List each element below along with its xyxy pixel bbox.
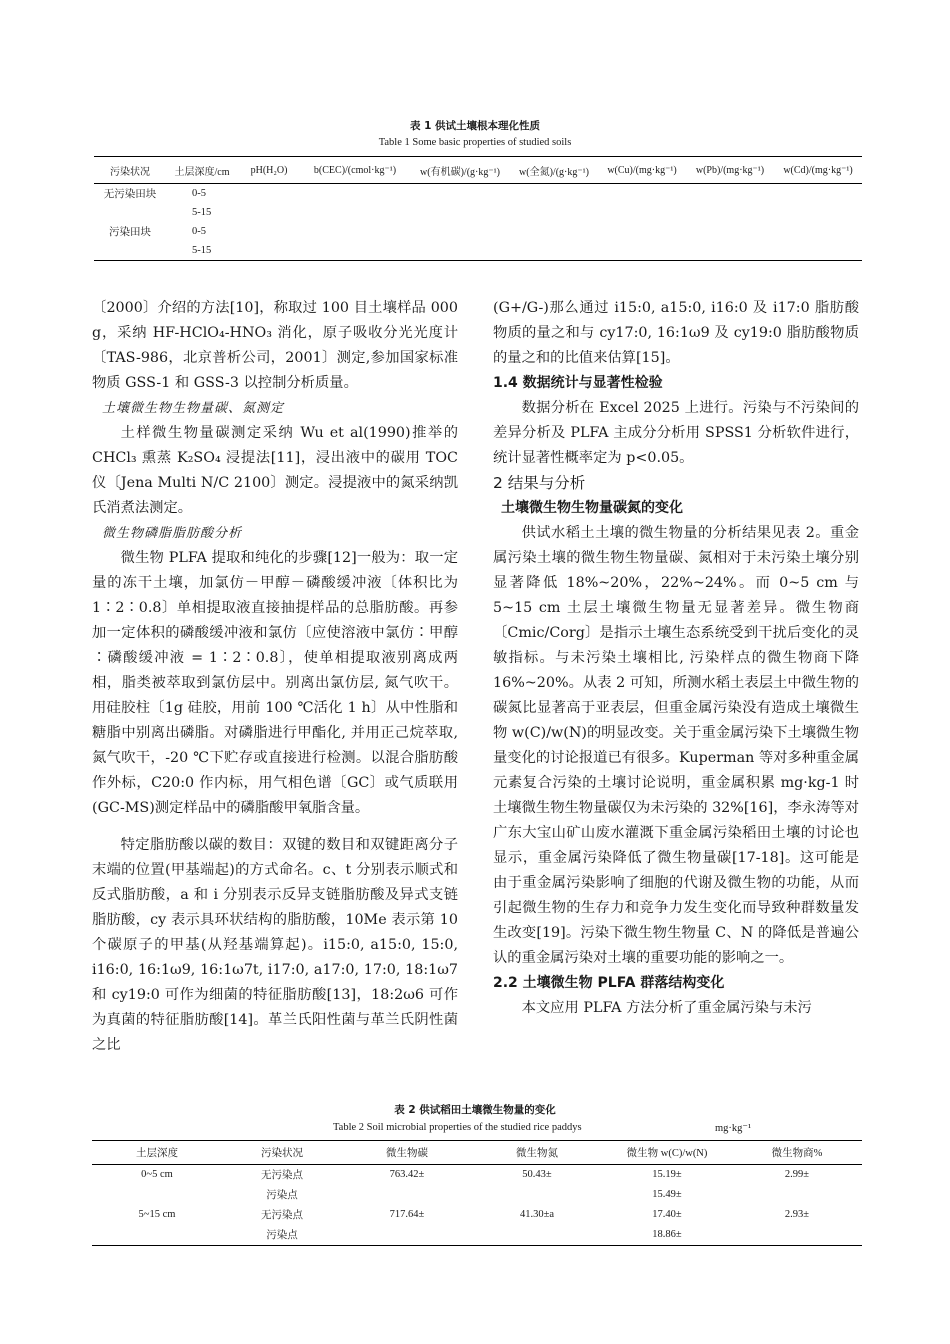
table1 — [94, 156, 862, 261]
table2-cell — [732, 1225, 862, 1246]
table1-header: w(Pb)/(mg·kg⁻¹) — [686, 157, 774, 184]
table1-depth: 0-5 — [192, 226, 206, 237]
table2-cell: 41.30±a — [519, 1209, 555, 1220]
table2-header: 微生物商% — [732, 1141, 862, 1165]
table2-cell: 污染点 — [266, 1190, 298, 1201]
paragraph: 特定脂肪酸以碳的数目：双键的数目和双键距离分子末端的位置(甲基端起)的方式命名。c、t 分别表示顺式和反式脂肪酸，a 和 i 分别表示反异支链脂肪酸及异式支链脂肪酸，cy 表示具环状结构的脂肪酸，10Me 表示第 10 个碳原子的甲基(从羟基端算起)。i15:0, a15:0, 15:0, i16:0, 16:1ω9, 16:1ω7t, i17:0, a17:0, 17:0, 18:1ω7 和 cy19:0 可作为细菌的特征脂肪酸[13]，18:2ω6 可作为真菌的特征脂肪酸[14]。革兰氏阳性菌与革兰氏阴性菌之比 — [92, 837, 458, 1053]
table1-status: 无污染田块 — [103, 189, 157, 200]
paragraph: (G+/G-)那么通过 i15:0, a15:0, i16:0 及 i17:0 脂肪酸物质的量之和与 cy17:0, 16:1ω9 及 cy19:0 脂肪酸物质的量之和的比值来估算[15]。 — [493, 300, 859, 366]
table-row — [94, 222, 862, 242]
paragraph: 微生物 PLFA 提取和纯化的步骤[12]一般为：取一定量的冻干土壤，加氯仿－甲醇－磷酸缓冲液〔体积比为 1∶2∶0.8〕单相提取液直接抽提样品的总脂肪酸。再参加一定体积的磷酸缓冲液和氯仿〔应使溶液中氯仿∶甲醇∶磷酸缓冲液 = 1∶2∶0.8〕，使单相提取液别离成两相，脂类被萃取到氯仿层中。别离出氯仿层, 氮气吹干。用硅胶柱〔1g 硅胶，用前 100 ℃活化 1 h〕从中性脂和糖脂中别离出磷脂。对磷脂进行甲酯化, 并用正己烷萃取, 氮气吹干，-20 ℃下贮存或直接进行检测。以混合脂肪酸作外标，C20:0 作内标，用气相色谱〔GC〕或气质联用(GC-MS)测定样品中的磷脂酸甲氧脂含量。 — [92, 550, 458, 816]
section-heading-1-4: 1.4 数据统计与显著性检验 — [493, 375, 663, 391]
table2-cell: 717.64± — [389, 1209, 425, 1220]
table-row — [92, 1205, 862, 1225]
table1-header: 土层深度/cm — [166, 157, 238, 184]
table1-header: pH(H₂O) — [238, 157, 300, 184]
table2-cell: 15.49± — [652, 1189, 682, 1200]
table2-cell — [732, 1185, 862, 1205]
table2-cell: 2.99± — [784, 1169, 810, 1180]
table-row — [94, 242, 862, 261]
paragraph: 数据分析在 Excel 2025 上进行。污染与不污染间的差异分析及 PLFA 主成分分析用 SPSS1 分析软件进行，统计显著性概率定为 p<0.05。 — [493, 400, 859, 466]
table2-cell — [92, 1225, 222, 1246]
table1-header: w(有机碳)/(g·kg⁻¹) — [410, 157, 510, 184]
table2-title-en: Table 2 Soil microbial properties of the studied rice paddys — [333, 1122, 582, 1133]
right-column — [493, 296, 859, 1021]
table2-unit: mg·kg⁻¹ — [715, 1123, 752, 1134]
table1-header: w(Cd)/(mg·kg⁻¹) — [774, 157, 862, 184]
table-row — [92, 1165, 862, 1186]
table1-status: 污染田块 — [109, 227, 151, 238]
table2-cell — [342, 1185, 472, 1205]
table1-status — [94, 242, 166, 261]
table1-header: w(Cu)/(mg·kg⁻¹) — [598, 157, 686, 184]
table2-cell: 763.42± — [389, 1169, 425, 1180]
table2-title-zh: 表 2 供试稻田土壤微生物量的变化 — [394, 1104, 556, 1116]
table2-cell — [342, 1225, 472, 1246]
section-heading-2: 2 结果与分析 — [493, 474, 586, 492]
table2-header: 微生物 w(C)/w(N) — [602, 1141, 732, 1165]
table2-cell: 无污染点 — [261, 1170, 303, 1181]
table2-cell: 50.43± — [522, 1169, 552, 1180]
table2-cell: 2.93± — [784, 1209, 810, 1220]
table1-header: 污染状况 — [94, 157, 166, 184]
paragraph: 供试水稻土土壤的微生物量的分析结果见表 2。重金属污染土壤的微生物生物量碳、氮相对于未污染土壤分别显著降低 18%~20%，22%~24%。而 0~5 cm 与 5~15 cm 土层土壤微生物量无显著差异。微生物商〔Cmic/Corg〕是指示土壤生态系统受到干扰后变化的灵敏指标。与未污染土壤相比, 污染样点的微生物商下降 16%~20%。从表 2 可知，所测水稻土表层土中微生物的碳氮比显著高于亚表层，但重金属污染没有造成土壤微生物 w(C)/w(N)的明显改变。关于重金属污染下土壤微生物量变化的讨论报道已有很多。Kuperman 等对多种重金属元素复合污染的土壤讨论说明，重金属积累 mg·kg-1 时土壤微生物生物量碳仅为未污染的 32%[16]，李永涛等对广东大宝山矿山废水灌溉下重金属污染稻田土壤的讨论也显示，重金属污染降低了微生物量碳[17-18]。这可能是由于重金属污染影响了细胞的代谢及微生物的功能，从而引起微生物的生存力和竞争力发生变化而导致种群数量发生改变[19]。污染下微生物生物量 C、N 的降低是普遍公认的重金属污染对土壤的重要功能的影响之一。 — [493, 525, 859, 966]
table1-status — [94, 204, 166, 222]
table2-cell — [472, 1225, 602, 1246]
table2-cell: 17.40± — [652, 1209, 682, 1220]
section-heading-2-1: 土壤微生物生物量碳氮的变化 — [501, 500, 683, 516]
table2-cell: 18.86± — [652, 1229, 682, 1240]
table-row — [94, 204, 862, 222]
subheading-biomass: 土壤微生物生物量碳、氮测定 — [102, 401, 285, 416]
table2-header: 土层深度 — [92, 1141, 222, 1165]
table2-cell: 无污染点 — [261, 1210, 303, 1221]
table-row — [92, 1225, 862, 1246]
table2-cell: 污染点 — [266, 1230, 298, 1241]
table2-cell — [92, 1185, 222, 1205]
table2 — [92, 1140, 862, 1246]
table2-cell: 15.19± — [652, 1169, 682, 1180]
table1-title-zh: 表 1 供试土壤根本理化性质 — [409, 120, 541, 132]
table1-header-row — [94, 157, 862, 184]
table2-header-row — [92, 1141, 862, 1165]
table2-header: 污染状况 — [222, 1141, 342, 1165]
table1-header: w(全氮)/(g·kg⁻¹) — [510, 157, 598, 184]
table1-depth: 5-15 — [192, 245, 212, 256]
table1-header: b(CEC)/(cmol·kg⁻¹) — [300, 157, 410, 184]
paragraph: 本文应用 PLFA 方法分析了重金属污染与未污 — [521, 1000, 812, 1016]
section-heading-2-2: 2.2 土壤微生物 PLFA 群落结构变化 — [493, 975, 725, 991]
subheading-plfa: 微生物磷脂脂肪酸分析 — [102, 526, 243, 541]
table2-header: 微生物碳 — [342, 1141, 472, 1165]
table2-cell — [472, 1185, 602, 1205]
table2-cell: 0~5 cm — [141, 1169, 173, 1180]
table2-cell: 5~15 cm — [138, 1209, 176, 1220]
paragraph: 土样微生物量碳测定采纳 Wu et al(1990)推举的 CHCl₃ 熏蒸 K₂SO₄ 浸提法[11]，浸出液中的碳用 TOC 仪〔Jena Multi N/C 2100〕测定。浸提液中的氮采纳凯氏消煮法测定。 — [92, 425, 458, 516]
table1-depth: 5-15 — [192, 207, 212, 218]
table2-header: 微生物氮 — [472, 1141, 602, 1165]
table-row — [92, 1185, 862, 1205]
table1-depth: 0-5 — [192, 188, 206, 199]
table-row — [94, 184, 862, 205]
table1-title-en: Table 1 Some basic properties of studied soils — [378, 137, 572, 148]
left-column — [92, 296, 458, 1058]
paragraph: 〔2000〕介绍的方法[10]，称取过 100 目土壤样品 000 g，采纳 HF-HClO₄-HNO₃ 消化，原子吸收分光光度计〔TAS-986，北京普析公司，2001〕测定,参加国家标准物质 GSS-1 和 GSS-3 以控制分析质量。 — [92, 300, 458, 391]
